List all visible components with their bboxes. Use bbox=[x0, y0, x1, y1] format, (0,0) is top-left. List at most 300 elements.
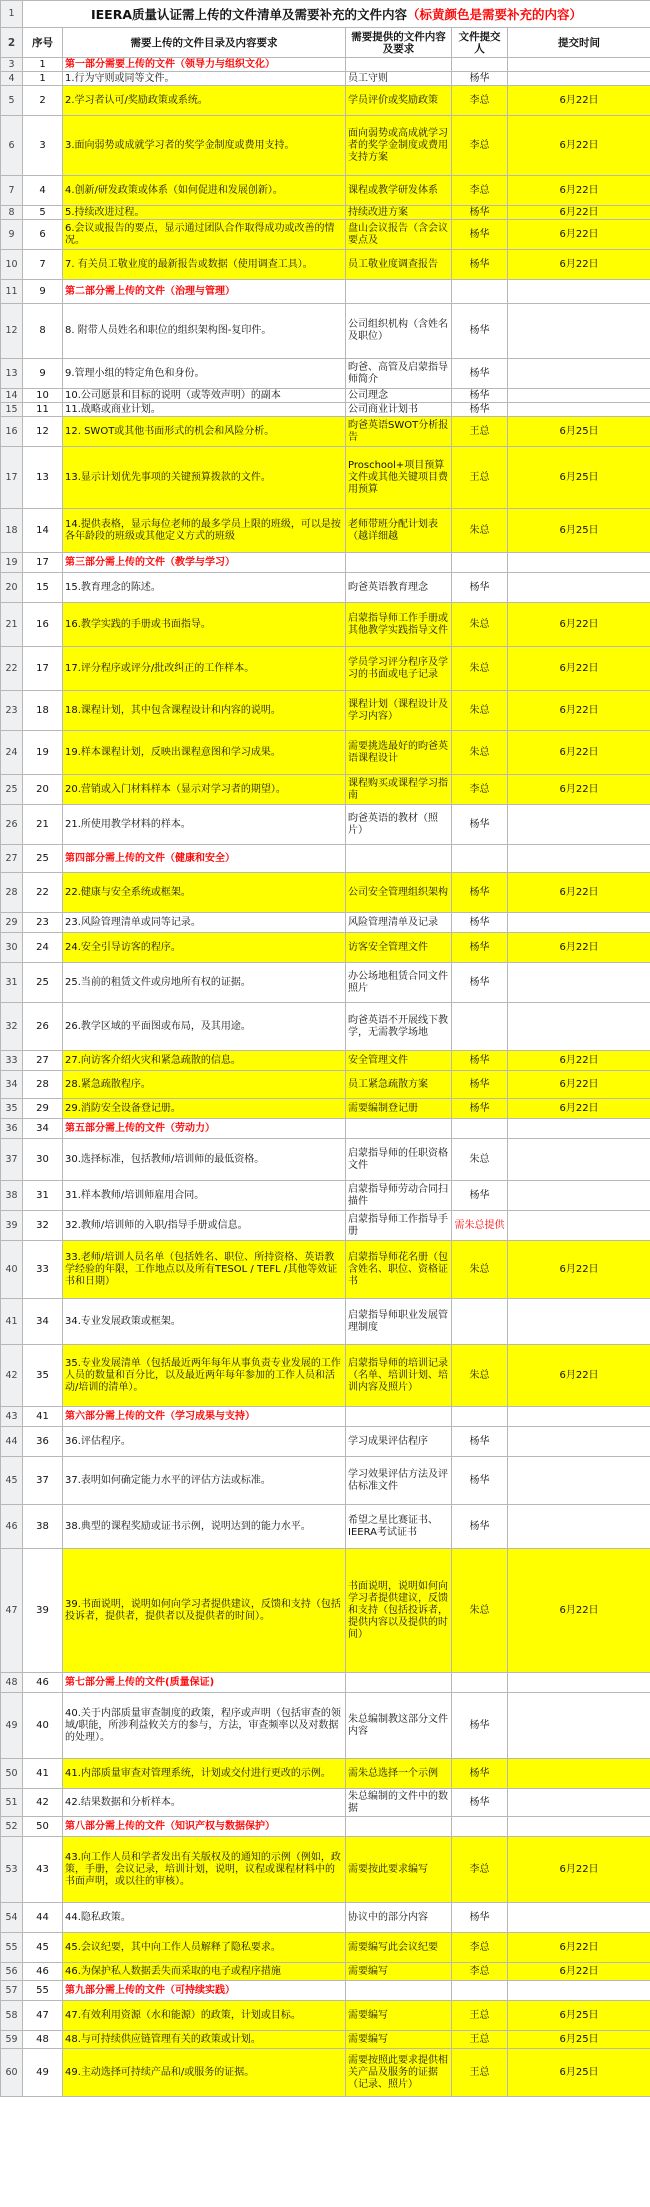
file-item-row bbox=[1, 691, 650, 731]
item-requirement: 37.表明如何确定能力水平的评估方法或标准。 bbox=[63, 1457, 346, 1505]
item-submitter: 李总 bbox=[452, 176, 508, 206]
item-submit-time bbox=[508, 1457, 650, 1505]
item-submit-time bbox=[508, 403, 650, 417]
item-requirement: 7. 有关员工敬业度的最新报告或数据（使用调查工具）。 bbox=[63, 250, 346, 280]
section-row bbox=[1, 58, 650, 72]
row-number: 16 bbox=[1, 417, 23, 447]
item-provided-content: 盘山会议报告（含会议要点及 bbox=[346, 220, 452, 250]
row-number: 33 bbox=[1, 1051, 23, 1071]
row-number: 42 bbox=[1, 1345, 23, 1407]
item-requirement: 16.教学实践的手册或书面指导。 bbox=[63, 603, 346, 647]
item-requirement: 39.书面说明，说明如何向学习者提供建议，反馈和支持（包括投诉者，提供者，提供者以及提供者的时间）。 bbox=[63, 1549, 346, 1673]
item-submit-time: 6月22日 bbox=[508, 1051, 650, 1071]
item-submitter: 杨华 bbox=[452, 389, 508, 403]
title-main: IEERA质量认证需上传的文件清单及需要补充的文件内容 bbox=[90, 6, 408, 22]
file-item-row bbox=[1, 731, 650, 775]
item-provided-content: 需要按照此要求提供相关产品及服务的证据（记录、照片） bbox=[346, 2049, 452, 2097]
row-number: 60 bbox=[1, 2049, 23, 2097]
item-submitter: 杨华 bbox=[452, 1759, 508, 1789]
item-seq: 42 bbox=[23, 1789, 63, 1817]
item-seq: 8 bbox=[23, 304, 63, 359]
item-submitter bbox=[452, 1003, 508, 1051]
item-submitter: 杨华 bbox=[452, 963, 508, 1003]
item-provided-content: 书面说明，说明如何向学习者提供建议，反馈和支持（包括投诉者，提供内容以及提供的时间） bbox=[346, 1549, 452, 1673]
item-requirement: 4.创新/研发政策或体系（如何促进和发展创新）。 bbox=[63, 176, 346, 206]
item-requirement: 9.管理小组的特定角色和身份。 bbox=[63, 359, 346, 389]
file-item-row bbox=[1, 389, 650, 403]
item-submit-time bbox=[508, 1211, 650, 1241]
item-requirement: 11.战略或商业计划。 bbox=[63, 403, 346, 417]
row-number: 9 bbox=[1, 220, 23, 250]
item-submit-time: 6月22日 bbox=[508, 1933, 650, 1963]
empty-cell bbox=[346, 553, 452, 573]
item-submit-time bbox=[508, 1903, 650, 1933]
item-submitter: 杨华 bbox=[452, 1789, 508, 1817]
empty-cell bbox=[452, 1817, 508, 1837]
section-row bbox=[1, 553, 650, 573]
item-requirement: 34.专业发展政策或框架。 bbox=[63, 1299, 346, 1345]
item-provided-content: 需朱总选择一个示例 bbox=[346, 1759, 452, 1789]
item-provided-content: 需要编写 bbox=[346, 1963, 452, 1981]
item-submitter: 杨华 bbox=[452, 1051, 508, 1071]
item-seq: 47 bbox=[23, 2001, 63, 2031]
item-seq: 36 bbox=[23, 1427, 63, 1457]
row-number: 28 bbox=[1, 873, 23, 913]
item-seq: 49 bbox=[23, 2049, 63, 2097]
item-provided-content: 启蒙指导师的任职资格文件 bbox=[346, 1139, 452, 1181]
item-submit-time bbox=[508, 1759, 650, 1789]
item-requirement: 2.学习者认可/奖励政策或系统。 bbox=[63, 86, 346, 116]
row-number: 36 bbox=[1, 1119, 23, 1139]
section-row bbox=[1, 845, 650, 873]
item-provided-content: 启蒙指导师职业发展管理制度 bbox=[346, 1299, 452, 1345]
section-row bbox=[1, 1119, 650, 1139]
item-provided-content: 学习效果评估方法及评估标准文件 bbox=[346, 1457, 452, 1505]
item-submitter: 王总 bbox=[452, 417, 508, 447]
item-submitter: 李总 bbox=[452, 86, 508, 116]
row-number: 41 bbox=[1, 1299, 23, 1345]
item-submitter: 杨华 bbox=[452, 1071, 508, 1099]
item-requirement: 1.行为守则或同等文件。 bbox=[63, 72, 346, 86]
item-requirement: 8. 附带人员姓名和职位的组织架构图-复印件。 bbox=[63, 304, 346, 359]
item-submit-time bbox=[508, 304, 650, 359]
item-requirement: 33.老师/培训人员名单（包括姓名、职位、所持资格、英语教学经验的年限，工作地点以及所有TESOL / TEFL /其他等效证书和日期） bbox=[63, 1241, 346, 1299]
item-requirement: 42.结果数据和分析样本。 bbox=[63, 1789, 346, 1817]
section-title: 第六部分需上传的文件（学习成果与支持） bbox=[63, 1407, 346, 1427]
file-item-row bbox=[1, 963, 650, 1003]
item-seq: 39 bbox=[23, 1549, 63, 1673]
item-provided-content: 持续改进方案 bbox=[346, 206, 452, 220]
item-requirement: 41.内部质量审查对管理系统，计划或交付进行更改的示例。 bbox=[63, 1759, 346, 1789]
file-item-row bbox=[1, 1299, 650, 1345]
item-submit-time: 6月22日 bbox=[508, 1241, 650, 1299]
header-row bbox=[1, 28, 650, 58]
item-seq: 18 bbox=[23, 691, 63, 731]
item-requirement: 36.评估程序。 bbox=[63, 1427, 346, 1457]
row-number: 32 bbox=[1, 1003, 23, 1051]
section-seq: 1 bbox=[23, 58, 63, 72]
file-item-row bbox=[1, 86, 650, 116]
item-provided-content: 学员学习评分程序及学习的书面或电子记录 bbox=[346, 647, 452, 691]
item-seq: 32 bbox=[23, 1211, 63, 1241]
item-provided-content: 学习成果评估程序 bbox=[346, 1427, 452, 1457]
empty-cell bbox=[452, 845, 508, 873]
item-requirement: 40.关于内部质量审查制度的政策，程序或声明（包括审查的领域/职能，所涉利益攸关方的参与，方法，审查频率以及对数据的处理）。 bbox=[63, 1693, 346, 1759]
item-provided-content: 员工敬业度调查报告 bbox=[346, 250, 452, 280]
item-submitter: 王总 bbox=[452, 2049, 508, 2097]
row-number: 24 bbox=[1, 731, 23, 775]
item-seq: 43 bbox=[23, 1837, 63, 1903]
item-provided-content: 启蒙指导师工作手册或其他教学实践指导文件 bbox=[346, 603, 452, 647]
item-requirement: 17.评分程序或评分/批改纠正的工作样本。 bbox=[63, 647, 346, 691]
section-seq: 25 bbox=[23, 845, 63, 873]
item-seq: 37 bbox=[23, 1457, 63, 1505]
item-requirement: 6.会议或报告的要点，显示通过团队合作取得成功或改善的情况。 bbox=[63, 220, 346, 250]
item-seq: 27 bbox=[23, 1051, 63, 1071]
row-number: 26 bbox=[1, 805, 23, 845]
item-submitter: 朱总 bbox=[452, 1549, 508, 1673]
row-number: 56 bbox=[1, 1963, 23, 1981]
row-number: 46 bbox=[1, 1505, 23, 1549]
file-item-row bbox=[1, 1099, 650, 1119]
item-submit-time: 6月22日 bbox=[508, 176, 650, 206]
item-seq: 7 bbox=[23, 250, 63, 280]
file-item-row bbox=[1, 250, 650, 280]
item-seq: 15 bbox=[23, 573, 63, 603]
empty-cell bbox=[508, 280, 650, 304]
item-seq: 38 bbox=[23, 1505, 63, 1549]
row-number: 25 bbox=[1, 775, 23, 805]
item-provided-content: 昀爸英语不开展线下教学，无需教学场地 bbox=[346, 1003, 452, 1051]
row-number: 52 bbox=[1, 1817, 23, 1837]
item-submitter: 李总 bbox=[452, 1933, 508, 1963]
item-submit-time: 6月22日 bbox=[508, 220, 650, 250]
row-number: 59 bbox=[1, 2031, 23, 2049]
item-submit-time: 6月22日 bbox=[508, 775, 650, 805]
row-number: 14 bbox=[1, 389, 23, 403]
item-requirement: 3.面向弱势或成就学习者的奖学金制度或费用支持。 bbox=[63, 116, 346, 176]
row-number: 45 bbox=[1, 1457, 23, 1505]
item-provided-content: 需要编写此会议纪要 bbox=[346, 1933, 452, 1963]
row-number: 49 bbox=[1, 1693, 23, 1759]
item-requirement: 32.教师/培训师的入职/指导手册或信息。 bbox=[63, 1211, 346, 1241]
empty-cell bbox=[508, 1119, 650, 1139]
empty-cell bbox=[508, 1981, 650, 2001]
item-submit-time bbox=[508, 1505, 650, 1549]
item-submit-time: 6月22日 bbox=[508, 1345, 650, 1407]
item-submit-time: 6月25日 bbox=[508, 2049, 650, 2097]
row-number: 2 bbox=[1, 28, 23, 58]
item-submit-time: 6月25日 bbox=[508, 447, 650, 509]
item-requirement: 19.样本课程计划，反映出课程意图和学习成果。 bbox=[63, 731, 346, 775]
item-seq: 6 bbox=[23, 220, 63, 250]
item-submitter: 杨华 bbox=[452, 1427, 508, 1457]
item-submitter: 李总 bbox=[452, 1963, 508, 1981]
row-number: 3 bbox=[1, 58, 23, 72]
file-item-row bbox=[1, 1789, 650, 1817]
row-number: 58 bbox=[1, 2001, 23, 2031]
item-seq: 34 bbox=[23, 1299, 63, 1345]
section-seq: 46 bbox=[23, 1673, 63, 1693]
item-provided-content: 面向弱势或高成就学习者的奖学金制度或费用支持方案 bbox=[346, 116, 452, 176]
file-item-row bbox=[1, 417, 650, 447]
item-provided-content: 学员评价或奖励政策 bbox=[346, 86, 452, 116]
row-number: 19 bbox=[1, 553, 23, 573]
row-number: 13 bbox=[1, 359, 23, 389]
item-requirement: 44.隐私政策。 bbox=[63, 1903, 346, 1933]
row-number: 8 bbox=[1, 206, 23, 220]
empty-cell bbox=[346, 280, 452, 304]
section-title: 第三部分需上传的文件（教学与学习） bbox=[63, 553, 346, 573]
empty-cell bbox=[508, 1673, 650, 1693]
item-provided-content: 课程计划（课程设计及学习内容） bbox=[346, 691, 452, 731]
row-number: 11 bbox=[1, 280, 23, 304]
file-item-row bbox=[1, 509, 650, 553]
file-item-row bbox=[1, 206, 650, 220]
item-submit-time: 6月25日 bbox=[508, 509, 650, 553]
item-seq: 30 bbox=[23, 1139, 63, 1181]
empty-cell bbox=[508, 1407, 650, 1427]
row-number: 40 bbox=[1, 1241, 23, 1299]
item-submit-time bbox=[508, 1789, 650, 1817]
file-item-row bbox=[1, 873, 650, 913]
item-requirement: 24.安全引导访客的程序。 bbox=[63, 933, 346, 963]
item-seq: 22 bbox=[23, 873, 63, 913]
item-submitter: 杨华 bbox=[452, 220, 508, 250]
item-seq: 35 bbox=[23, 1345, 63, 1407]
item-submitter: 杨华 bbox=[452, 913, 508, 933]
item-provided-content: 昀爸英语的教材（照片） bbox=[346, 805, 452, 845]
item-submitter: 朱总 bbox=[452, 603, 508, 647]
item-submitter: 需朱总提供 bbox=[452, 1211, 508, 1241]
item-submit-time bbox=[508, 1693, 650, 1759]
item-submitter: 朱总 bbox=[452, 1345, 508, 1407]
row-number: 22 bbox=[1, 647, 23, 691]
item-seq: 31 bbox=[23, 1181, 63, 1211]
item-submitter: 朱总 bbox=[452, 1139, 508, 1181]
item-seq: 16 bbox=[23, 603, 63, 647]
file-item-row bbox=[1, 573, 650, 603]
item-submitter: 朱总 bbox=[452, 1241, 508, 1299]
item-submit-time: 6月22日 bbox=[508, 116, 650, 176]
item-requirement: 49.主动选择可持续产品和/或服务的证据。 bbox=[63, 2049, 346, 2097]
item-seq: 2 bbox=[23, 86, 63, 116]
item-provided-content: 需要编制登记册 bbox=[346, 1099, 452, 1119]
item-requirement: 13.显示计划优先事项的关键预算拨款的文件。 bbox=[63, 447, 346, 509]
file-item-row bbox=[1, 1139, 650, 1181]
item-provided-content: 启蒙指导师劳动合同扫描件 bbox=[346, 1181, 452, 1211]
header-submitter: 文件提交人 bbox=[452, 28, 508, 58]
file-item-row bbox=[1, 1759, 650, 1789]
empty-cell bbox=[452, 1407, 508, 1427]
item-submit-time bbox=[508, 1299, 650, 1345]
file-item-row bbox=[1, 2031, 650, 2049]
row-number: 27 bbox=[1, 845, 23, 873]
item-requirement: 5.持续改进过程。 bbox=[63, 206, 346, 220]
item-submit-time: 6月22日 bbox=[508, 691, 650, 731]
row-number: 12 bbox=[1, 304, 23, 359]
file-item-row bbox=[1, 116, 650, 176]
row-number: 51 bbox=[1, 1789, 23, 1817]
row-number: 48 bbox=[1, 1673, 23, 1693]
file-item-row bbox=[1, 775, 650, 805]
section-title: 第七部分需上传的文件(质量保证) bbox=[63, 1673, 346, 1693]
row-number: 34 bbox=[1, 1071, 23, 1099]
item-seq: 4 bbox=[23, 176, 63, 206]
empty-cell bbox=[452, 280, 508, 304]
empty-cell bbox=[452, 58, 508, 72]
item-provided-content: 朱总编制教这部分文件内容 bbox=[346, 1693, 452, 1759]
item-provided-content: 员工守则 bbox=[346, 72, 452, 86]
item-submitter: 王总 bbox=[452, 2001, 508, 2031]
row-number: 1 bbox=[1, 1, 23, 28]
item-submit-time bbox=[508, 963, 650, 1003]
item-requirement: 21.所使用教学材料的样本。 bbox=[63, 805, 346, 845]
item-submit-time bbox=[508, 389, 650, 403]
empty-cell bbox=[508, 1817, 650, 1837]
item-provided-content: 启蒙指导师的培训记录（名单、培训计划、培训内容及照片） bbox=[346, 1345, 452, 1407]
item-seq: 10 bbox=[23, 389, 63, 403]
file-item-row bbox=[1, 1505, 650, 1549]
item-submitter: 李总 bbox=[452, 775, 508, 805]
section-row bbox=[1, 1673, 650, 1693]
item-requirement: 29.消防安全设备登记册。 bbox=[63, 1099, 346, 1119]
item-submitter: 朱总 bbox=[452, 509, 508, 553]
row-number: 21 bbox=[1, 603, 23, 647]
file-item-row bbox=[1, 1071, 650, 1099]
row-number: 18 bbox=[1, 509, 23, 553]
item-provided-content: 需要按此要求编写 bbox=[346, 1837, 452, 1903]
item-requirement: 43.向工作人员和学者发出有关版权及的通知的示例（例如，政策，手册，会议记录，培训计划，说明，议程或课程材料中的书面声明，或以往的审核）。 bbox=[63, 1837, 346, 1903]
file-item-row bbox=[1, 1427, 650, 1457]
section-seq: 17 bbox=[23, 553, 63, 573]
empty-cell bbox=[346, 1407, 452, 1427]
item-submitter: 杨华 bbox=[452, 403, 508, 417]
row-number: 20 bbox=[1, 573, 23, 603]
section-title: 第二部分需上传的文件（治理与管理） bbox=[63, 280, 346, 304]
section-row bbox=[1, 1407, 650, 1427]
item-submitter: 杨华 bbox=[452, 72, 508, 86]
row-number: 38 bbox=[1, 1181, 23, 1211]
item-submit-time: 6月22日 bbox=[508, 603, 650, 647]
file-item-row bbox=[1, 603, 650, 647]
empty-cell bbox=[508, 58, 650, 72]
row-number: 10 bbox=[1, 250, 23, 280]
empty-cell bbox=[346, 1119, 452, 1139]
row-number: 47 bbox=[1, 1549, 23, 1673]
item-requirement: 38.典型的课程奖励或证书示例，说明达到的能力水平。 bbox=[63, 1505, 346, 1549]
empty-cell bbox=[452, 1981, 508, 2001]
empty-cell bbox=[452, 1119, 508, 1139]
item-provided-content: 公司商业计划书 bbox=[346, 403, 452, 417]
item-submitter: 王总 bbox=[452, 2031, 508, 2049]
item-submit-time bbox=[508, 1427, 650, 1457]
item-submit-time bbox=[508, 913, 650, 933]
row-number: 35 bbox=[1, 1099, 23, 1119]
item-provided-content: 昀爸英语SWOT分析报告 bbox=[346, 417, 452, 447]
item-submit-time: 6月22日 bbox=[508, 1549, 650, 1673]
section-title: 第五部分需上传的文件（劳动力） bbox=[63, 1119, 346, 1139]
item-seq: 41 bbox=[23, 1759, 63, 1789]
section-seq: 9 bbox=[23, 280, 63, 304]
row-number: 15 bbox=[1, 403, 23, 417]
item-requirement: 48.与可持续供应链管理有关的政策或计划。 bbox=[63, 2031, 346, 2049]
item-submit-time: 6月22日 bbox=[508, 86, 650, 116]
item-provided-content: 公司理念 bbox=[346, 389, 452, 403]
item-seq: 45 bbox=[23, 1933, 63, 1963]
file-item-row bbox=[1, 1963, 650, 1981]
item-submit-time: 6月22日 bbox=[508, 933, 650, 963]
item-submitter: 朱总 bbox=[452, 731, 508, 775]
item-seq: 17 bbox=[23, 647, 63, 691]
item-requirement: 20.营销或入门材料样本（显示对学习者的期望）。 bbox=[63, 775, 346, 805]
file-item-row bbox=[1, 1051, 650, 1071]
item-submit-time: 6月22日 bbox=[508, 206, 650, 220]
file-item-row bbox=[1, 72, 650, 86]
item-submit-time bbox=[508, 1181, 650, 1211]
item-submit-time: 6月22日 bbox=[508, 1963, 650, 1981]
header-provided: 需要提供的文件内容及要求 bbox=[346, 28, 452, 58]
file-item-row bbox=[1, 1903, 650, 1933]
file-item-row bbox=[1, 2049, 650, 2097]
file-item-row bbox=[1, 359, 650, 389]
item-requirement: 27.向访客介绍火灾和紧急疏散的信息。 bbox=[63, 1051, 346, 1071]
file-item-row bbox=[1, 176, 650, 206]
section-row bbox=[1, 1981, 650, 2001]
header-item: 需要上传的文件目录及内容要求 bbox=[63, 28, 346, 58]
file-item-row bbox=[1, 805, 650, 845]
item-seq: 48 bbox=[23, 2031, 63, 2049]
item-requirement: 18.课程计划，其中包含课程设计和内容的说明。 bbox=[63, 691, 346, 731]
file-item-row bbox=[1, 647, 650, 691]
item-provided-content: 办公场地租赁合同文件照片 bbox=[346, 963, 452, 1003]
item-submit-time: 6月22日 bbox=[508, 250, 650, 280]
item-submitter: 杨华 bbox=[452, 359, 508, 389]
item-seq: 9 bbox=[23, 359, 63, 389]
file-item-row bbox=[1, 1181, 650, 1211]
empty-cell bbox=[452, 553, 508, 573]
file-item-row bbox=[1, 1837, 650, 1903]
item-submitter: 杨华 bbox=[452, 805, 508, 845]
item-requirement: 14.提供表格，显示每位老师的最多学员上限的班级，可以是按各年龄段的班级或其他定义方式的班级 bbox=[63, 509, 346, 553]
row-number: 53 bbox=[1, 1837, 23, 1903]
section-seq: 55 bbox=[23, 1981, 63, 2001]
item-seq: 40 bbox=[23, 1693, 63, 1759]
section-seq: 50 bbox=[23, 1817, 63, 1837]
item-submitter bbox=[452, 1299, 508, 1345]
item-seq: 19 bbox=[23, 731, 63, 775]
item-provided-content: 老师带班分配计划表（越详细越 bbox=[346, 509, 452, 553]
item-submit-time: 6月25日 bbox=[508, 417, 650, 447]
item-provided-content: 希望之星比赛证书、IEERA考试证书 bbox=[346, 1505, 452, 1549]
row-number: 54 bbox=[1, 1903, 23, 1933]
item-submitter: 杨华 bbox=[452, 1457, 508, 1505]
item-seq: 14 bbox=[23, 509, 63, 553]
item-requirement: 23.风险管理清单或同等记录。 bbox=[63, 913, 346, 933]
section-title: 第一部分需要上传的文件（领导力与组织文化） bbox=[63, 58, 346, 72]
item-provided-content: 需要编写 bbox=[346, 2031, 452, 2049]
header-time: 提交时间 bbox=[508, 28, 650, 58]
item-requirement: 35.专业发展清单（包括最近两年每年从事负责专业发展的工作人员的数量和百分比，以及最近两年每年参加的工作人员和活动/培训的清单）。 bbox=[63, 1345, 346, 1407]
item-submit-time: 6月25日 bbox=[508, 2031, 650, 2049]
item-provided-content: 协议中的部分内容 bbox=[346, 1903, 452, 1933]
item-provided-content: 公司组织机构（含姓名及职位） bbox=[346, 304, 452, 359]
header-seq: 序号 bbox=[23, 28, 63, 58]
empty-cell bbox=[346, 845, 452, 873]
row-number: 44 bbox=[1, 1427, 23, 1457]
item-requirement: 45.会议纪要，其中向工作人员解释了隐私要求。 bbox=[63, 1933, 346, 1963]
item-submit-time: 6月22日 bbox=[508, 1071, 650, 1099]
